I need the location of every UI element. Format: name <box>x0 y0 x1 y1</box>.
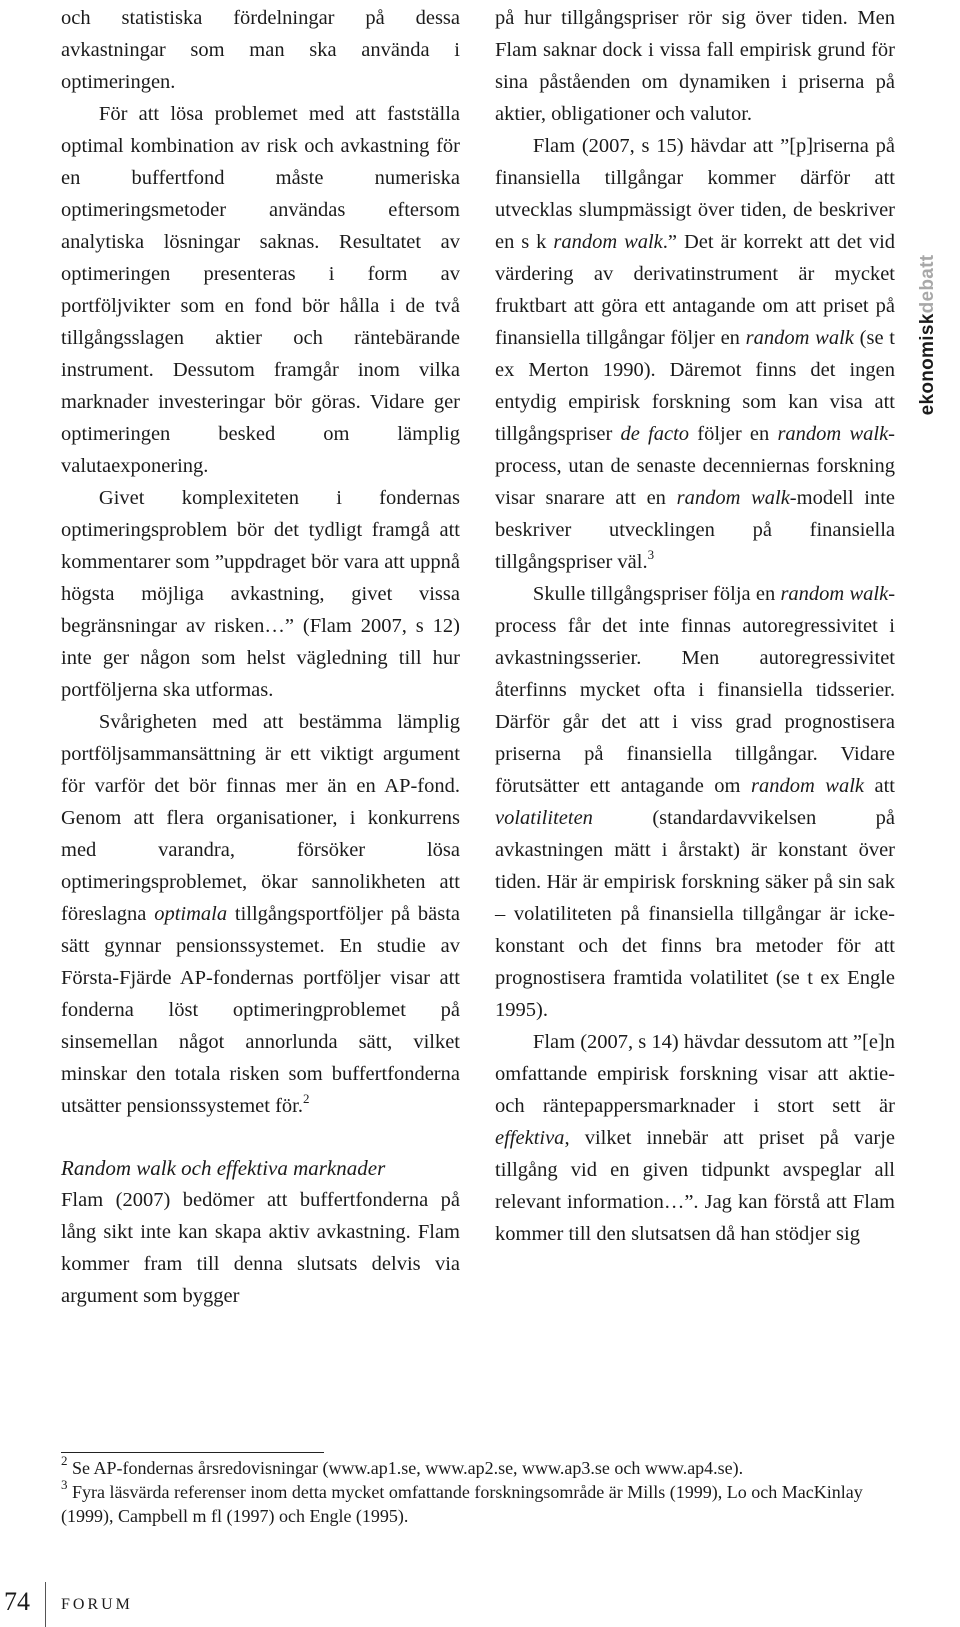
footnote-ref: 2 <box>302 1090 310 1106</box>
emphasis: random walk <box>553 231 663 253</box>
text-run: att <box>864 775 895 797</box>
emphasis: optimala <box>154 903 228 925</box>
footnote-text: Se AP-fondernas årsredovisningar (www.ap1.se, www.ap2.se, www.ap3.se och www.ap4.se). <box>72 1458 744 1478</box>
paragraph <box>495 130 895 578</box>
journal-name: FORUM <box>61 1596 133 1613</box>
paragraph <box>495 578 895 1026</box>
emphasis: random walk <box>676 487 790 509</box>
emphasis: random walk <box>745 327 854 349</box>
side-label-part2: debatt <box>917 254 938 314</box>
footnote-number: 2 <box>61 1452 68 1468</box>
text-run: Flam (2007, s 15) hävdar att ”[p]riserna på finansiella tillgångar kommer därför att utvecklas slumpmässigt över tiden, de beskriver en s k <box>495 135 895 253</box>
paragraph <box>61 706 460 1122</box>
emphasis: effektiva <box>495 1127 565 1149</box>
paragraph: Flam (2007) bedömer att buffertfonderna på lång sikt inte kan skapa aktiv avkastning. Flam kommer fram till denna slutsats delvis via argument som bygger <box>61 1189 460 1307</box>
footnote-ref: 3 <box>647 546 655 562</box>
emphasis: random walk <box>777 423 889 445</box>
text-run: -process får det inte finnas autoregressivitet i avkastningsserier. Men autoregressivitet återfinns mycket ofta i finansiella tidsserier. Därför går det att i viss grad prognostisera priserna på finansiella tillgångar. Vidare förutsätter ett antagande om <box>495 583 896 797</box>
emphasis: de facto <box>620 423 690 445</box>
emphasis: random walk <box>751 775 864 797</box>
paragraph: Givet komplexiteten i fondernas optimeringsproblem bör det tydligt framgå att kommentarer som ”uppdraget bör vara att uppnå högsta möjliga avkastning, givet vissa begränsningar av risken…” (Flam 2007, s 12) inte ger någon som helst vägledning till hur portföljerna ska utformas. <box>61 487 460 701</box>
text-run: Flam (2007, s 14) hävdar dessutom att ”[e]n omfattande empirisk forskning visar att aktie- och räntepappersmarknader i stort sett är <box>495 1031 896 1117</box>
text-run: Skulle tillgångspriser följa en <box>532 583 781 605</box>
text-run: (se t ex Merton 1990). Däremot finns det ingen entydig empirisk forskning som kan visa att tillgångspriser <box>495 327 895 445</box>
footer-divider <box>45 1582 46 1627</box>
text-run: -modell inte beskriver utvecklingen på finansiella tillgångspriser väl. <box>495 487 895 573</box>
footnote-number: 3 <box>61 1476 68 1492</box>
text-run: tillgångsportföljer på bästa sätt gynnar pensionssystemet. En studie av Första-Fjärde AP-fondernas portföljer visar att fonderna löst optimeringproblemet på sinsemellan något annorlunda sätt, vilket minskar den totala risken som buffertfonderna utsätter pensionssystemet för. <box>61 903 461 1117</box>
footnotes <box>61 1452 897 1528</box>
side-label-part1: ekonomisk <box>917 313 938 416</box>
footnote-text: Fyra läsvärda referenser inom detta mycket omfattande forskningsområde är Mills (1999), Lo och MacKinlay (1999), Campbell m fl (1997) och Engle (1995). <box>61 1482 863 1526</box>
side-label-text <box>917 255 939 416</box>
footnote <box>61 1476 897 1528</box>
paragraph <box>495 1026 895 1250</box>
page-number: 74 <box>4 1587 30 1616</box>
left-column <box>61 2 460 1312</box>
text-run: , vilket innebär att priset på varje tillgång vid en given tidpunkt avspeglar all relevant information…”. Jag kan förstå att Flam kommer till den slutsatsen då han stödjer sig <box>495 1127 895 1245</box>
paragraph: För att lösa problemet med att fastställa optimal kombination av risk och avkastning för en buffertfond måste numeriska optimeringsmetoder användas eftersom analytiska lösningar saknas. Resultatet av optimeringen presenteras i form av portföljvikter som en fond bör hålla i de två tillgångsslagen aktier och räntebärande instrument. Dessutom framgår inom vilka marknader investeringar bör göras. Vidare ger optimeringen besked om lämplig valutaexponering. <box>61 103 460 477</box>
footnote-divider <box>61 1452 324 1453</box>
emphasis: random walk <box>780 583 889 605</box>
text-run: Svårigheten med att bestämma lämplig portföljsammansättning är ett viktigt argument för varför det bör finnas mer än en AP-fond. Genom att flera organisationer, i konkurrens med varandra, försöker lösa optimeringsproblemet, ökar sannolikheten att föreslagna <box>61 711 460 925</box>
text-run: följer en <box>689 423 778 445</box>
emphasis: volatiliteten <box>495 807 593 829</box>
text-run: .” Det är korrekt att det vid värdering av derivatinstrument är mycket fruktbart att göra ett antagande om att priset på finansiella tillgångar följer en <box>495 231 896 349</box>
footnote <box>61 1452 897 1480</box>
right-column <box>495 2 895 1250</box>
paragraph: och statistiska fördelningar på dessa avkastningar som man ska använda i optimeringen. <box>61 7 460 93</box>
journal-side-label <box>905 185 951 485</box>
text-run: (standardavvikelsen på avkastningen mätt i årstakt) är konstant över tiden. Här är empirisk forskning säker på sin sak – volatiliteten på finansiella tillgångar är icke-konstant och det finns bra metoder för att prognostisera framtida volatilitet (se t ex Engle 1995). <box>495 807 895 1021</box>
paragraph: på hur tillgångspriser rör sig över tiden. Men Flam saknar dock i vissa fall empirisk grund för sina påståenden om dynamiken i priserna på aktier, obligationer och valutor. <box>495 7 895 125</box>
text-run: -process, utan de senaste decenniernas forskning visar snarare att en <box>495 423 895 509</box>
section-heading: Random walk och effektiva marknader <box>61 1156 386 1180</box>
